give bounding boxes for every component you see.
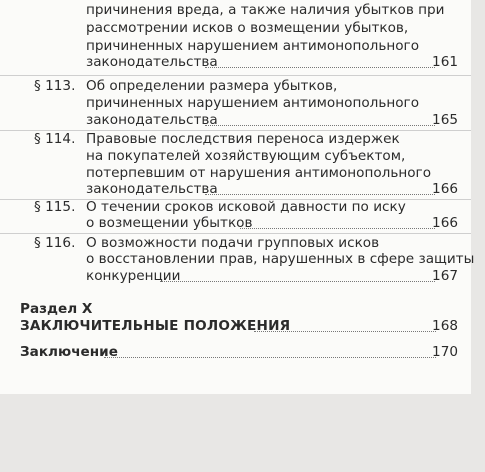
- toc-entry-line: законодательства: [86, 181, 218, 197]
- dot-leader: [205, 51, 435, 68]
- toc-entry-line: о возмещении убытков: [86, 215, 253, 231]
- dot-leader: [205, 178, 435, 195]
- page-number: 166: [432, 181, 458, 197]
- toc-entry-line: на покупателей хозяйствующим субъектом,: [86, 148, 406, 164]
- toc-entry-line: Об определении размера убытков,: [86, 78, 338, 94]
- toc-entry-line: причинения вреда, а также наличия убытков при: [86, 2, 445, 18]
- section-number: § 114.: [34, 131, 76, 147]
- dot-leader: [205, 109, 435, 126]
- toc-entry-line: законодательства: [86, 112, 218, 128]
- toc-entry-line: Правовые последствия переноса издержек: [86, 131, 400, 147]
- page-number: 167: [432, 268, 458, 284]
- section-title: ЗАКЛЮЧИТЕЛЬНЫЕ ПОЛОЖЕНИЯ: [20, 318, 291, 334]
- toc-entry-line: причиненных нарушением антимонопольного: [86, 38, 420, 54]
- section-label: Раздел X: [20, 301, 93, 317]
- separator: [0, 233, 471, 234]
- section-number: § 115.: [34, 199, 76, 215]
- toc-entry-line: потерпевшим от нарушения антимонопольного: [86, 165, 432, 181]
- separator: [0, 75, 471, 76]
- section-number: § 113.: [34, 78, 76, 94]
- page-number: 168: [432, 318, 458, 334]
- toc-entry-line: о восстановлении прав, нарушенных в сфере защиты: [86, 251, 475, 267]
- dot-leader: [160, 265, 435, 282]
- page-number: 170: [432, 344, 458, 360]
- page-number: 161: [432, 54, 458, 70]
- page-number: 165: [432, 112, 458, 128]
- dot-leader: [240, 212, 435, 229]
- toc-entry-line: законодательства: [86, 54, 218, 70]
- dot-leader: [254, 315, 436, 332]
- toc-entry-line: причиненных нарушением антимонопольного: [86, 95, 420, 111]
- page-number: 166: [432, 215, 458, 231]
- toc-entry-line: рассмотрении исков о возмещении убытков,: [86, 20, 409, 36]
- toc-entry-line: О течении сроков исковой давности по иску: [86, 199, 406, 215]
- dot-leader: [104, 341, 436, 358]
- toc-entry-line: О возможности подачи групповых исков: [86, 235, 380, 251]
- toc-entry-line: конкуренции: [86, 268, 181, 284]
- section-number: § 116.: [34, 235, 76, 251]
- conclusion-title: Заключение: [20, 344, 118, 360]
